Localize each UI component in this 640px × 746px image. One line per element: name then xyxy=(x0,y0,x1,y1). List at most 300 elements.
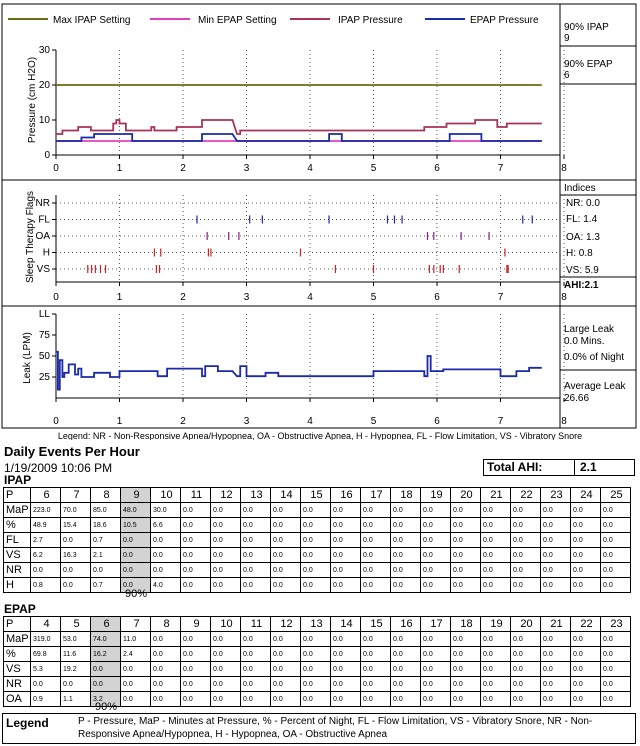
y-tick-label: LL xyxy=(38,309,50,320)
x-tick-label: 7 xyxy=(497,416,504,427)
table-cell: 0.0 xyxy=(481,578,511,593)
table-cell: 0.0 xyxy=(271,677,301,692)
table-cell: 0.0 xyxy=(571,677,601,692)
table-cell: 0.0 xyxy=(451,563,481,578)
right-value-90-ipap: 9 xyxy=(564,33,570,44)
table-row xyxy=(4,677,631,692)
table-cell: 0.0 xyxy=(151,662,181,677)
table-cell: 5.3 xyxy=(31,662,61,677)
row-label: NR xyxy=(4,677,31,692)
table-cell: 0.0 xyxy=(301,647,331,662)
table-cell: 0.0 xyxy=(361,647,391,662)
y-tick-label: 20 xyxy=(38,80,50,91)
table-cell: 0.0 xyxy=(361,677,391,692)
x-tick-label: 1 xyxy=(116,163,123,174)
table-cell: 0.0 xyxy=(601,578,631,593)
table-cell: 0.0 xyxy=(541,677,571,692)
table-cell: 0.0 xyxy=(541,518,571,533)
pressure-header-cell: 7 xyxy=(121,617,151,632)
table-cell: 0.0 xyxy=(361,662,391,677)
table-cell: 0.0 xyxy=(421,563,451,578)
table-cell: 0.0 xyxy=(121,662,151,677)
table-cell: 0.0 xyxy=(181,533,211,548)
x-tick-label: 4 xyxy=(307,416,313,427)
table-cell: 0.0 xyxy=(121,533,151,548)
table-cell: 0.0 xyxy=(511,548,541,563)
legend-label-epap: EPAP Pressure xyxy=(470,15,539,26)
table-cell: 0.0 xyxy=(481,677,511,692)
pressure-header-cell: 5 xyxy=(61,617,91,632)
table-cell: 0.0 xyxy=(181,548,211,563)
epap-table xyxy=(3,616,631,707)
x-tick-label: 2 xyxy=(180,292,186,303)
table-cell: 0.0 xyxy=(31,563,61,578)
row-label: P xyxy=(4,617,31,632)
table-cell: 0.0 xyxy=(181,503,211,518)
table-cell: 0.0 xyxy=(541,647,571,662)
epap-90-label: 90% xyxy=(95,701,118,713)
table-cell: 0.0 xyxy=(151,563,181,578)
table-cell: 0.0 xyxy=(541,563,571,578)
table-cell: 223.0 xyxy=(31,503,61,518)
table-cell: 0.0 xyxy=(181,578,211,593)
table-cell: 0.0 xyxy=(331,692,361,707)
table-cell: 0.0 xyxy=(211,548,241,563)
x-tick-label: 6 xyxy=(434,292,440,303)
table-cell: 0.0 xyxy=(361,518,391,533)
table-cell: 0.0 xyxy=(91,662,121,677)
events-title: Daily Events Per Hour xyxy=(4,444,140,459)
table-cell: 0.0 xyxy=(391,518,421,533)
table-cell: 319.0 xyxy=(31,632,61,647)
pressure-header-cell: 17 xyxy=(421,617,451,632)
pressure-header-cell: 16 xyxy=(331,488,361,503)
table-row xyxy=(4,533,631,548)
ipap-90-label: 90% xyxy=(125,588,148,600)
table-cell: 48.0 xyxy=(121,503,151,518)
table-cell: 0.0 xyxy=(301,578,331,593)
total-ahi-label: Total AHI: xyxy=(487,460,543,474)
table-cell: 0.0 xyxy=(271,533,301,548)
table-cell: 0.0 xyxy=(571,647,601,662)
table-cell: 0.0 xyxy=(301,518,331,533)
table-cell: 0.0 xyxy=(91,563,121,578)
table-cell: 0.0 xyxy=(511,503,541,518)
table-cell: 0.0 xyxy=(331,548,361,563)
table-cell: 0.0 xyxy=(451,503,481,518)
table-cell: 0.0 xyxy=(601,692,631,707)
table-cell: 0.8 xyxy=(31,578,61,593)
row-label: P xyxy=(4,488,31,503)
table-cell: 30.0 xyxy=(151,503,181,518)
table-cell: 0.7 xyxy=(91,578,121,593)
pressure-header-cell: 20 xyxy=(451,488,481,503)
table-cell: 0.0 xyxy=(571,692,601,707)
table-cell: 0.0 xyxy=(601,677,631,692)
table-row xyxy=(4,647,631,662)
pressure-header-cell: 23 xyxy=(601,617,631,632)
legend-label-max-ipap: Max IPAP Setting xyxy=(53,15,131,26)
table-cell: 0.0 xyxy=(601,632,631,647)
table-cell: 0.0 xyxy=(601,503,631,518)
table-cell: 0.0 xyxy=(361,533,391,548)
table-cell: 0.0 xyxy=(181,563,211,578)
table-cell: 0.0 xyxy=(481,632,511,647)
pressure-header-cell: 16 xyxy=(391,617,421,632)
pressure-header-cell: 9 xyxy=(181,617,211,632)
pressure-header-cell: 11 xyxy=(181,488,211,503)
legend-note: Legend: NR - Non-Responsive Apnea/Hypopnea, OA - Obstructive Apnea, H - Hypopnea, FL - Flow Limitation, VS - Vibratory Snore xyxy=(57,431,583,440)
table-cell: 0.0 xyxy=(541,503,571,518)
pressure-header-cell: 21 xyxy=(541,617,571,632)
pressure-header-cell: 10 xyxy=(211,617,241,632)
table-cell: 0.0 xyxy=(541,533,571,548)
x-tick-label: 8 xyxy=(561,292,567,303)
x-tick-label: 5 xyxy=(370,416,377,427)
table-cell: 0.0 xyxy=(331,647,361,662)
x-tick-label: 0 xyxy=(53,163,59,174)
table-cell: 0.0 xyxy=(421,677,451,692)
x-tick-label: 6 xyxy=(434,416,440,427)
table-cell: 0.0 xyxy=(211,563,241,578)
table-cell: 0.0 xyxy=(451,533,481,548)
table-row xyxy=(4,548,631,563)
table-cell: 0.0 xyxy=(121,563,151,578)
pressure-axis-label: Pressure (cm H2O) xyxy=(27,56,38,144)
ipap-title: IPAP xyxy=(4,473,32,487)
table-cell: 0.0 xyxy=(451,662,481,677)
table-cell: 0.0 xyxy=(571,578,601,593)
pressure-header-cell: 25 xyxy=(601,488,631,503)
table-cell: 0.0 xyxy=(211,578,241,593)
table-cell: 0.0 xyxy=(301,563,331,578)
y-tick-label: 25 xyxy=(38,372,50,383)
x-tick-label: 8 xyxy=(561,163,567,174)
table-cell: 0.0 xyxy=(421,632,451,647)
x-tick-label: 7 xyxy=(497,292,504,303)
table-cell: 11.6 xyxy=(61,647,91,662)
table-cell: 0.0 xyxy=(271,647,301,662)
x-tick-label: 4 xyxy=(307,163,313,174)
table-cell: 2.1 xyxy=(91,548,121,563)
table-cell: 0.0 xyxy=(391,662,421,677)
table-cell: 0.0 xyxy=(391,548,421,563)
table-cell: 0.0 xyxy=(421,647,451,662)
table-cell: 0.0 xyxy=(541,692,571,707)
table-cell: 0.0 xyxy=(511,533,541,548)
x-tick-label: 2 xyxy=(180,163,186,174)
series-ipap-pressure xyxy=(56,120,542,134)
table-row xyxy=(4,518,631,533)
row-label: VS xyxy=(4,662,31,677)
index-oa: OA: 1.3 xyxy=(566,232,600,243)
table-cell: 0.0 xyxy=(271,662,301,677)
table-cell: 0.0 xyxy=(241,548,271,563)
flag-category-label: NR xyxy=(35,198,50,209)
table-cell: 0.0 xyxy=(481,533,511,548)
table-cell: 0.0 xyxy=(61,677,91,692)
table-cell: 0.0 xyxy=(451,647,481,662)
table-cell: 4.0 xyxy=(151,578,181,593)
pressure-header-cell: 22 xyxy=(571,617,601,632)
x-tick-label: 1 xyxy=(116,292,123,303)
table-cell: 6.6 xyxy=(151,518,181,533)
table-cell: 0.0 xyxy=(391,503,421,518)
table-cell: 0.0 xyxy=(151,647,181,662)
row-label: VS xyxy=(4,548,31,563)
table-cell: 69.8 xyxy=(31,647,61,662)
table-header-row xyxy=(4,617,631,632)
table-cell: 0.7 xyxy=(91,533,121,548)
row-label: MaP xyxy=(4,503,31,518)
flags-axis-label: Sleep Therapy Flags xyxy=(25,190,36,284)
table-cell: 0.0 xyxy=(241,578,271,593)
pressure-header-cell: 24 xyxy=(571,488,601,503)
table-cell: 0.0 xyxy=(331,503,361,518)
table-cell: 3.2 xyxy=(91,692,121,707)
table-cell: 0.0 xyxy=(571,632,601,647)
table-cell: 0.0 xyxy=(151,692,181,707)
y-tick-label: 75 xyxy=(38,330,50,341)
table-cell: 0.0 xyxy=(391,632,421,647)
table-cell: 0.0 xyxy=(331,563,361,578)
table-cell: 74.0 xyxy=(91,632,121,647)
average-leak-label: Average Leak xyxy=(564,381,626,392)
table-cell: 0.0 xyxy=(61,563,91,578)
table-cell: 0.0 xyxy=(571,533,601,548)
table-cell: 0.0 xyxy=(361,692,391,707)
series-leak xyxy=(56,352,542,390)
table-cell: 0.0 xyxy=(451,632,481,647)
pressure-header-cell: 8 xyxy=(91,488,121,503)
table-cell: 0.0 xyxy=(301,692,331,707)
table-cell: 0.0 xyxy=(511,518,541,533)
pressure-header-cell: 21 xyxy=(481,488,511,503)
table-cell: 0.0 xyxy=(151,548,181,563)
table-cell: 0.0 xyxy=(211,677,241,692)
table-cell: 0.0 xyxy=(151,632,181,647)
x-tick-label: 4 xyxy=(307,292,313,303)
table-cell: 0.0 xyxy=(241,533,271,548)
pressure-header-cell: 11 xyxy=(241,617,271,632)
table-row xyxy=(4,578,631,593)
table-cell: 0.0 xyxy=(511,692,541,707)
row-label: FL xyxy=(4,533,31,548)
table-cell: 16.2 xyxy=(91,647,121,662)
table-cell: 0.0 xyxy=(391,533,421,548)
table-cell: 0.0 xyxy=(361,632,391,647)
table-cell: 0.0 xyxy=(181,647,211,662)
table-cell: 0.0 xyxy=(451,578,481,593)
footer-legend-title: Legend xyxy=(6,716,49,730)
table-cell: 0.0 xyxy=(481,647,511,662)
y-tick-label: 0 xyxy=(44,150,50,161)
table-cell: 0.0 xyxy=(241,563,271,578)
pressure-header-cell: 4 xyxy=(31,617,61,632)
table-cell: 0.0 xyxy=(301,503,331,518)
table-cell: 16.3 xyxy=(61,548,91,563)
table-cell: 0.0 xyxy=(481,662,511,677)
table-cell: 0.0 xyxy=(181,632,211,647)
table-cell: 0.0 xyxy=(181,692,211,707)
table-cell: 0.0 xyxy=(511,563,541,578)
pressure-header-cell: 12 xyxy=(211,488,241,503)
table-cell: 19.2 xyxy=(61,662,91,677)
table-cell: 0.0 xyxy=(481,548,511,563)
table-cell: 0.0 xyxy=(361,548,391,563)
right-label-90-ipap: 90% IPAP xyxy=(564,22,609,33)
x-tick-label: 1 xyxy=(116,416,123,427)
y-tick-label: 30 xyxy=(38,45,50,56)
table-cell: 0.0 xyxy=(511,677,541,692)
table-cell: 0.0 xyxy=(421,548,451,563)
table-cell: 0.0 xyxy=(121,692,151,707)
table-cell: 0.0 xyxy=(181,677,211,692)
table-cell: 0.0 xyxy=(241,662,271,677)
table-cell: 0.0 xyxy=(421,662,451,677)
index-nr: NR: 0.0 xyxy=(566,198,600,209)
flag-category-label: OA xyxy=(35,231,50,242)
table-cell: 0.0 xyxy=(241,632,271,647)
footer-legend-box xyxy=(2,713,636,744)
table-cell: 0.0 xyxy=(331,677,361,692)
total-ahi-divider xyxy=(574,460,575,475)
large-leak-pct: 0.0% of Night xyxy=(564,352,625,363)
table-cell: 0.0 xyxy=(361,578,391,593)
table-cell: 0.0 xyxy=(451,692,481,707)
table-cell: 0.0 xyxy=(271,563,301,578)
table-cell: 0.0 xyxy=(421,503,451,518)
table-cell: 0.0 xyxy=(391,578,421,593)
table-cell: 0.0 xyxy=(571,662,601,677)
index-h: H: 0.8 xyxy=(566,248,593,259)
table-cell: 0.0 xyxy=(601,647,631,662)
table-cell: 0.0 xyxy=(121,578,151,593)
table-cell: 0.0 xyxy=(481,518,511,533)
table-cell: 0.0 xyxy=(601,518,631,533)
row-label: MaP xyxy=(4,632,31,647)
table-cell: 0.0 xyxy=(151,533,181,548)
table-cell: 0.0 xyxy=(301,632,331,647)
flag-category-label: VS xyxy=(36,264,50,275)
pressure-header-cell: 8 xyxy=(151,617,181,632)
x-tick-label: 5 xyxy=(370,163,377,174)
table-cell: 0.0 xyxy=(451,548,481,563)
pressure-header-cell: 20 xyxy=(511,617,541,632)
table-cell: 0.0 xyxy=(241,503,271,518)
table-cell: 0.0 xyxy=(331,518,361,533)
leak-axis-label: Leak (LPM) xyxy=(22,332,33,384)
x-tick-label: 3 xyxy=(243,163,250,174)
table-cell: 0.0 xyxy=(421,578,451,593)
pressure-header-cell: 7 xyxy=(61,488,91,503)
x-tick-label: 5 xyxy=(370,292,377,303)
pressure-header-cell: 15 xyxy=(361,617,391,632)
table-cell: 0.0 xyxy=(211,647,241,662)
row-label: NR xyxy=(4,563,31,578)
pressure-header-cell: 18 xyxy=(391,488,421,503)
table-cell: 2.7 xyxy=(31,533,61,548)
pressure-header-cell: 14 xyxy=(271,488,301,503)
table-cell: 0.0 xyxy=(391,692,421,707)
table-cell: 0.0 xyxy=(361,503,391,518)
series-epap-pressure xyxy=(56,134,542,141)
pressure-header-cell: 22 xyxy=(511,488,541,503)
x-tick-label: 2 xyxy=(180,416,186,427)
x-tick-label: 0 xyxy=(53,416,59,427)
table-cell: 0.0 xyxy=(61,533,91,548)
table-cell: 0.0 xyxy=(211,632,241,647)
table-cell: 0.0 xyxy=(541,578,571,593)
table-cell: 0.0 xyxy=(301,662,331,677)
table-cell: 11.0 xyxy=(121,632,151,647)
table-cell: 0.0 xyxy=(271,518,301,533)
table-cell: 18.6 xyxy=(91,518,121,533)
pressure-header-cell: 9 xyxy=(121,488,151,503)
table-cell: 0.0 xyxy=(241,518,271,533)
table-cell: 0.0 xyxy=(421,692,451,707)
footer-legend-text: P - Pressure, MaP - Minutes at Pressure, % - Percent of Night, FL - Flow Limitation, VS - Vibratory Snore, NR - Non-Responsive Apnea/Hypopnea, H - Hypopnea, OA - Obstructive Apnea xyxy=(78,716,593,740)
table-cell: 0.0 xyxy=(601,563,631,578)
table-cell: 0.0 xyxy=(271,548,301,563)
table-cell: 0.0 xyxy=(301,677,331,692)
table-cell: 0.0 xyxy=(211,662,241,677)
row-label: % xyxy=(4,518,31,533)
table-cell: 0.0 xyxy=(421,518,451,533)
right-label-90-epap: 90% EPAP xyxy=(564,59,613,70)
pressure-header-cell: 6 xyxy=(91,617,121,632)
table-cell: 0.0 xyxy=(61,578,91,593)
legend-label-ipap: IPAP Pressure xyxy=(338,15,403,26)
table-cell: 0.0 xyxy=(301,548,331,563)
x-tick-label: 0 xyxy=(53,292,59,303)
index-fl: FL: 1.4 xyxy=(566,214,598,225)
flag-category-label: H xyxy=(42,247,50,259)
table-cell: 0.0 xyxy=(271,632,301,647)
pressure-header-cell: 13 xyxy=(301,617,331,632)
table-cell: 0.0 xyxy=(271,692,301,707)
epap-title: EPAP xyxy=(4,602,36,616)
legend-label-min-epap: Min EPAP Setting xyxy=(198,15,277,26)
y-tick-label: 10 xyxy=(38,115,50,126)
table-cell: 0.0 xyxy=(211,518,241,533)
events-date: 1/19/2009 10:06 PM xyxy=(4,461,113,475)
table-row xyxy=(4,662,631,677)
table-cell: 15.4 xyxy=(61,518,91,533)
table-cell: 0.0 xyxy=(211,692,241,707)
pressure-header-cell: 15 xyxy=(301,488,331,503)
table-cell: 0.0 xyxy=(331,533,361,548)
pressure-header-cell: 10 xyxy=(151,488,181,503)
table-cell: 0.0 xyxy=(271,578,301,593)
table-cell: 0.0 xyxy=(601,548,631,563)
pressure-header-cell: 23 xyxy=(541,488,571,503)
table-cell: 0.0 xyxy=(451,677,481,692)
table-cell: 1.1 xyxy=(61,692,91,707)
table-row xyxy=(4,503,631,518)
large-leak-label: Large Leak xyxy=(564,324,615,335)
table-cell: 0.0 xyxy=(601,662,631,677)
table-cell: 0.0 xyxy=(91,677,121,692)
x-tick-label: 6 xyxy=(434,163,440,174)
table-cell: 0.0 xyxy=(121,548,151,563)
table-cell: 0.0 xyxy=(271,503,301,518)
table-cell: 85.0 xyxy=(91,503,121,518)
table-cell: 0.0 xyxy=(571,548,601,563)
flag-category-label: FL xyxy=(38,214,50,226)
index-vs: VS: 5.9 xyxy=(566,265,599,276)
table-cell: 0.0 xyxy=(331,662,361,677)
